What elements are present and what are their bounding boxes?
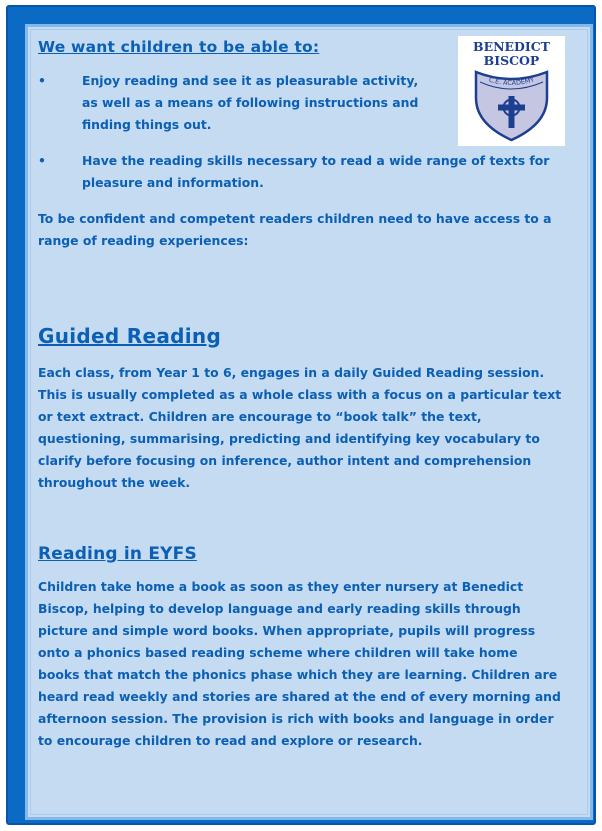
bullet-marker: • <box>38 153 46 168</box>
aims-intro: To be confident and competent readers children need to have access to a range of reading experiences: <box>38 211 552 248</box>
guided-reading-body: Each class, from Year 1 to 6, engages in a daily Guided Reading session. This is usually completed as a whole class with a focus on a particular text or text extract. Children are encourage to “book talk” the text, questioning, summarising, predicting and identifying key vocabulary to clarify before focusing on inference, author intent and comprehension throughout the week. <box>38 365 562 490</box>
eyfs-body: Children take home a book as soon as they enter nursery at Benedict Biscop, helping to develop language and early reading skills through picture and simple word books. When appropriate, pupils will progress onto a phonics based reading scheme where children will take home books that match the phonics phase which they are learning. Children are heard read weekly and stories are shared at the end of every morning and afternoon session. The provision is rich with books and language in order to encourage children to read and explore or research. <box>38 579 561 748</box>
bullet-marker: • <box>38 73 46 88</box>
eyfs-heading: Reading in EYFS <box>38 544 197 564</box>
aims-bullet-1 <box>38 70 422 136</box>
logo-line1: BENEDICT <box>473 39 550 54</box>
document-content <box>38 38 562 752</box>
aims-bullet-text: Have the reading skills necessary to read a wide range of texts for pleasure and information. <box>82 153 550 190</box>
aims-heading: We want children to be able to: <box>38 38 320 56</box>
aims-bullet-text: Enjoy reading and see it as pleasurable activity, as well as a means of following instructions and finding things out. <box>82 73 419 132</box>
aims-bullet-2 <box>38 150 562 194</box>
logo-line2: BISCOP <box>483 53 540 68</box>
logo-ribbon: C.E. ACADEMY <box>487 75 536 88</box>
guided-reading-heading: Guided Reading <box>38 324 222 348</box>
